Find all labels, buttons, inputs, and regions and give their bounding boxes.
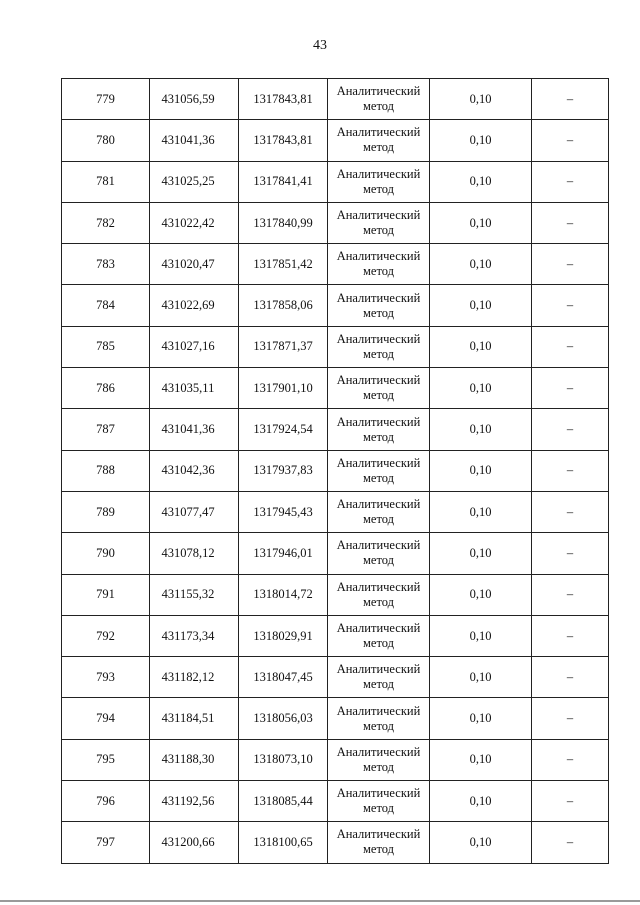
y-coordinate-cell: 1317924,54	[239, 409, 328, 450]
table-row	[62, 326, 609, 367]
table-row	[62, 491, 609, 532]
method-text: Аналитический метод	[336, 662, 421, 692]
accuracy-cell: 0,10	[430, 161, 532, 202]
method-text: Аналитический метод	[336, 414, 421, 444]
accuracy-cell: 0,10	[430, 533, 532, 574]
x-coordinate-cell: 431025,25	[150, 161, 239, 202]
note-cell: –	[532, 781, 609, 822]
y-coordinate-cell: 1317843,81	[239, 120, 328, 161]
method-cell	[328, 615, 430, 656]
table-row	[62, 739, 609, 780]
point-number-cell: 791	[62, 574, 150, 615]
note-cell: –	[532, 657, 609, 698]
accuracy-cell: 0,10	[430, 657, 532, 698]
y-coordinate-cell: 1317937,83	[239, 450, 328, 491]
x-coordinate-cell: 431056,59	[150, 79, 239, 120]
y-coordinate-cell: 1318073,10	[239, 739, 328, 780]
method-cell	[328, 285, 430, 326]
point-number-cell: 796	[62, 781, 150, 822]
table-row	[62, 657, 609, 698]
table-row	[62, 450, 609, 491]
x-coordinate-cell: 431200,66	[150, 822, 239, 863]
point-number-cell: 786	[62, 368, 150, 409]
note-cell: –	[532, 574, 609, 615]
table-body	[62, 79, 609, 864]
point-number-cell: 787	[62, 409, 150, 450]
method-cell	[328, 781, 430, 822]
y-coordinate-cell: 1317841,41	[239, 161, 328, 202]
note-cell: –	[532, 491, 609, 532]
x-coordinate-cell: 431035,11	[150, 368, 239, 409]
table-row	[62, 202, 609, 243]
accuracy-cell: 0,10	[430, 409, 532, 450]
y-coordinate-cell: 1317901,10	[239, 368, 328, 409]
x-coordinate-cell: 431077,47	[150, 491, 239, 532]
x-coordinate-cell: 431192,56	[150, 781, 239, 822]
x-coordinate-cell: 431020,47	[150, 244, 239, 285]
accuracy-cell: 0,10	[430, 244, 532, 285]
method-text: Аналитический метод	[336, 497, 421, 527]
table-row	[62, 698, 609, 739]
y-coordinate-cell: 1318100,65	[239, 822, 328, 863]
coordinates-table	[61, 78, 609, 864]
method-cell	[328, 822, 430, 863]
method-cell	[328, 698, 430, 739]
method-cell	[328, 326, 430, 367]
method-cell	[328, 657, 430, 698]
y-coordinate-cell: 1318056,03	[239, 698, 328, 739]
x-coordinate-cell: 431022,42	[150, 202, 239, 243]
y-coordinate-cell: 1317843,81	[239, 79, 328, 120]
x-coordinate-cell: 431173,34	[150, 615, 239, 656]
point-number-cell: 780	[62, 120, 150, 161]
point-number-cell: 793	[62, 657, 150, 698]
method-cell	[328, 574, 430, 615]
method-text: Аналитический метод	[336, 290, 421, 320]
table-row	[62, 574, 609, 615]
accuracy-cell: 0,10	[430, 450, 532, 491]
point-number-cell: 784	[62, 285, 150, 326]
note-cell: –	[532, 739, 609, 780]
accuracy-cell: 0,10	[430, 574, 532, 615]
method-text: Аналитический метод	[336, 703, 421, 733]
x-coordinate-cell: 431188,30	[150, 739, 239, 780]
accuracy-cell: 0,10	[430, 368, 532, 409]
note-cell: –	[532, 615, 609, 656]
method-cell	[328, 120, 430, 161]
method-cell	[328, 202, 430, 243]
point-number-cell: 797	[62, 822, 150, 863]
y-coordinate-cell: 1318047,45	[239, 657, 328, 698]
point-number-cell: 785	[62, 326, 150, 367]
accuracy-cell: 0,10	[430, 698, 532, 739]
page-number: 43	[313, 38, 327, 53]
method-text: Аналитический метод	[336, 166, 421, 196]
x-coordinate-cell: 431155,32	[150, 574, 239, 615]
method-text: Аналитический метод	[336, 538, 421, 568]
note-cell: –	[532, 161, 609, 202]
method-text: Аналитический метод	[336, 373, 421, 403]
method-text: Аналитический метод	[336, 455, 421, 485]
table-row	[62, 244, 609, 285]
table-row	[62, 368, 609, 409]
y-coordinate-cell: 1318029,91	[239, 615, 328, 656]
y-coordinate-cell: 1317858,06	[239, 285, 328, 326]
x-coordinate-cell: 431041,36	[150, 120, 239, 161]
accuracy-cell: 0,10	[430, 79, 532, 120]
point-number-cell: 795	[62, 739, 150, 780]
method-text: Аналитический метод	[336, 208, 421, 238]
accuracy-cell: 0,10	[430, 202, 532, 243]
y-coordinate-cell: 1317945,43	[239, 491, 328, 532]
table-row	[62, 781, 609, 822]
accuracy-cell: 0,10	[430, 822, 532, 863]
method-text: Аналитический метод	[336, 125, 421, 155]
y-coordinate-cell: 1317946,01	[239, 533, 328, 574]
y-coordinate-cell: 1317840,99	[239, 202, 328, 243]
point-number-cell: 781	[62, 161, 150, 202]
note-cell: –	[532, 450, 609, 491]
note-cell: –	[532, 120, 609, 161]
method-text: Аналитический метод	[336, 331, 421, 361]
note-cell: –	[532, 244, 609, 285]
x-coordinate-cell: 431041,36	[150, 409, 239, 450]
method-text: Аналитический метод	[336, 744, 421, 774]
method-cell	[328, 368, 430, 409]
table-row	[62, 79, 609, 120]
method-text: Аналитический метод	[336, 786, 421, 816]
method-text: Аналитический метод	[336, 84, 421, 114]
y-coordinate-cell: 1318085,44	[239, 781, 328, 822]
note-cell: –	[532, 698, 609, 739]
x-coordinate-cell: 431182,12	[150, 657, 239, 698]
y-coordinate-cell: 1317871,37	[239, 326, 328, 367]
note-cell: –	[532, 285, 609, 326]
footer-rule	[0, 900, 640, 902]
table-row	[62, 120, 609, 161]
table-row	[62, 533, 609, 574]
point-number-cell: 782	[62, 202, 150, 243]
x-coordinate-cell: 431184,51	[150, 698, 239, 739]
point-number-cell: 788	[62, 450, 150, 491]
accuracy-cell: 0,10	[430, 491, 532, 532]
y-coordinate-cell: 1318014,72	[239, 574, 328, 615]
method-text: Аналитический метод	[336, 249, 421, 279]
x-coordinate-cell: 431027,16	[150, 326, 239, 367]
table-row	[62, 161, 609, 202]
method-cell	[328, 409, 430, 450]
note-cell: –	[532, 79, 609, 120]
note-cell: –	[532, 368, 609, 409]
accuracy-cell: 0,10	[430, 326, 532, 367]
table-row	[62, 409, 609, 450]
note-cell: –	[532, 533, 609, 574]
point-number-cell: 794	[62, 698, 150, 739]
method-text: Аналитический метод	[336, 827, 421, 857]
method-cell	[328, 739, 430, 780]
accuracy-cell: 0,10	[430, 120, 532, 161]
note-cell: –	[532, 202, 609, 243]
note-cell: –	[532, 326, 609, 367]
accuracy-cell: 0,10	[430, 781, 532, 822]
table-row	[62, 822, 609, 863]
method-cell	[328, 244, 430, 285]
x-coordinate-cell: 431042,36	[150, 450, 239, 491]
point-number-cell: 790	[62, 533, 150, 574]
method-cell	[328, 491, 430, 532]
method-text: Аналитический метод	[336, 579, 421, 609]
y-coordinate-cell: 1317851,42	[239, 244, 328, 285]
accuracy-cell: 0,10	[430, 615, 532, 656]
accuracy-cell: 0,10	[430, 285, 532, 326]
method-cell	[328, 450, 430, 491]
method-cell	[328, 79, 430, 120]
accuracy-cell: 0,10	[430, 739, 532, 780]
table-row	[62, 285, 609, 326]
table-row	[62, 615, 609, 656]
method-cell	[328, 161, 430, 202]
note-cell: –	[532, 409, 609, 450]
method-text: Аналитический метод	[336, 621, 421, 650]
point-number-cell: 783	[62, 244, 150, 285]
point-number-cell: 779	[62, 79, 150, 120]
x-coordinate-cell: 431078,12	[150, 533, 239, 574]
note-cell: –	[532, 822, 609, 863]
x-coordinate-cell: 431022,69	[150, 285, 239, 326]
method-cell	[328, 533, 430, 574]
point-number-cell: 789	[62, 491, 150, 532]
point-number-cell: 792	[62, 615, 150, 656]
